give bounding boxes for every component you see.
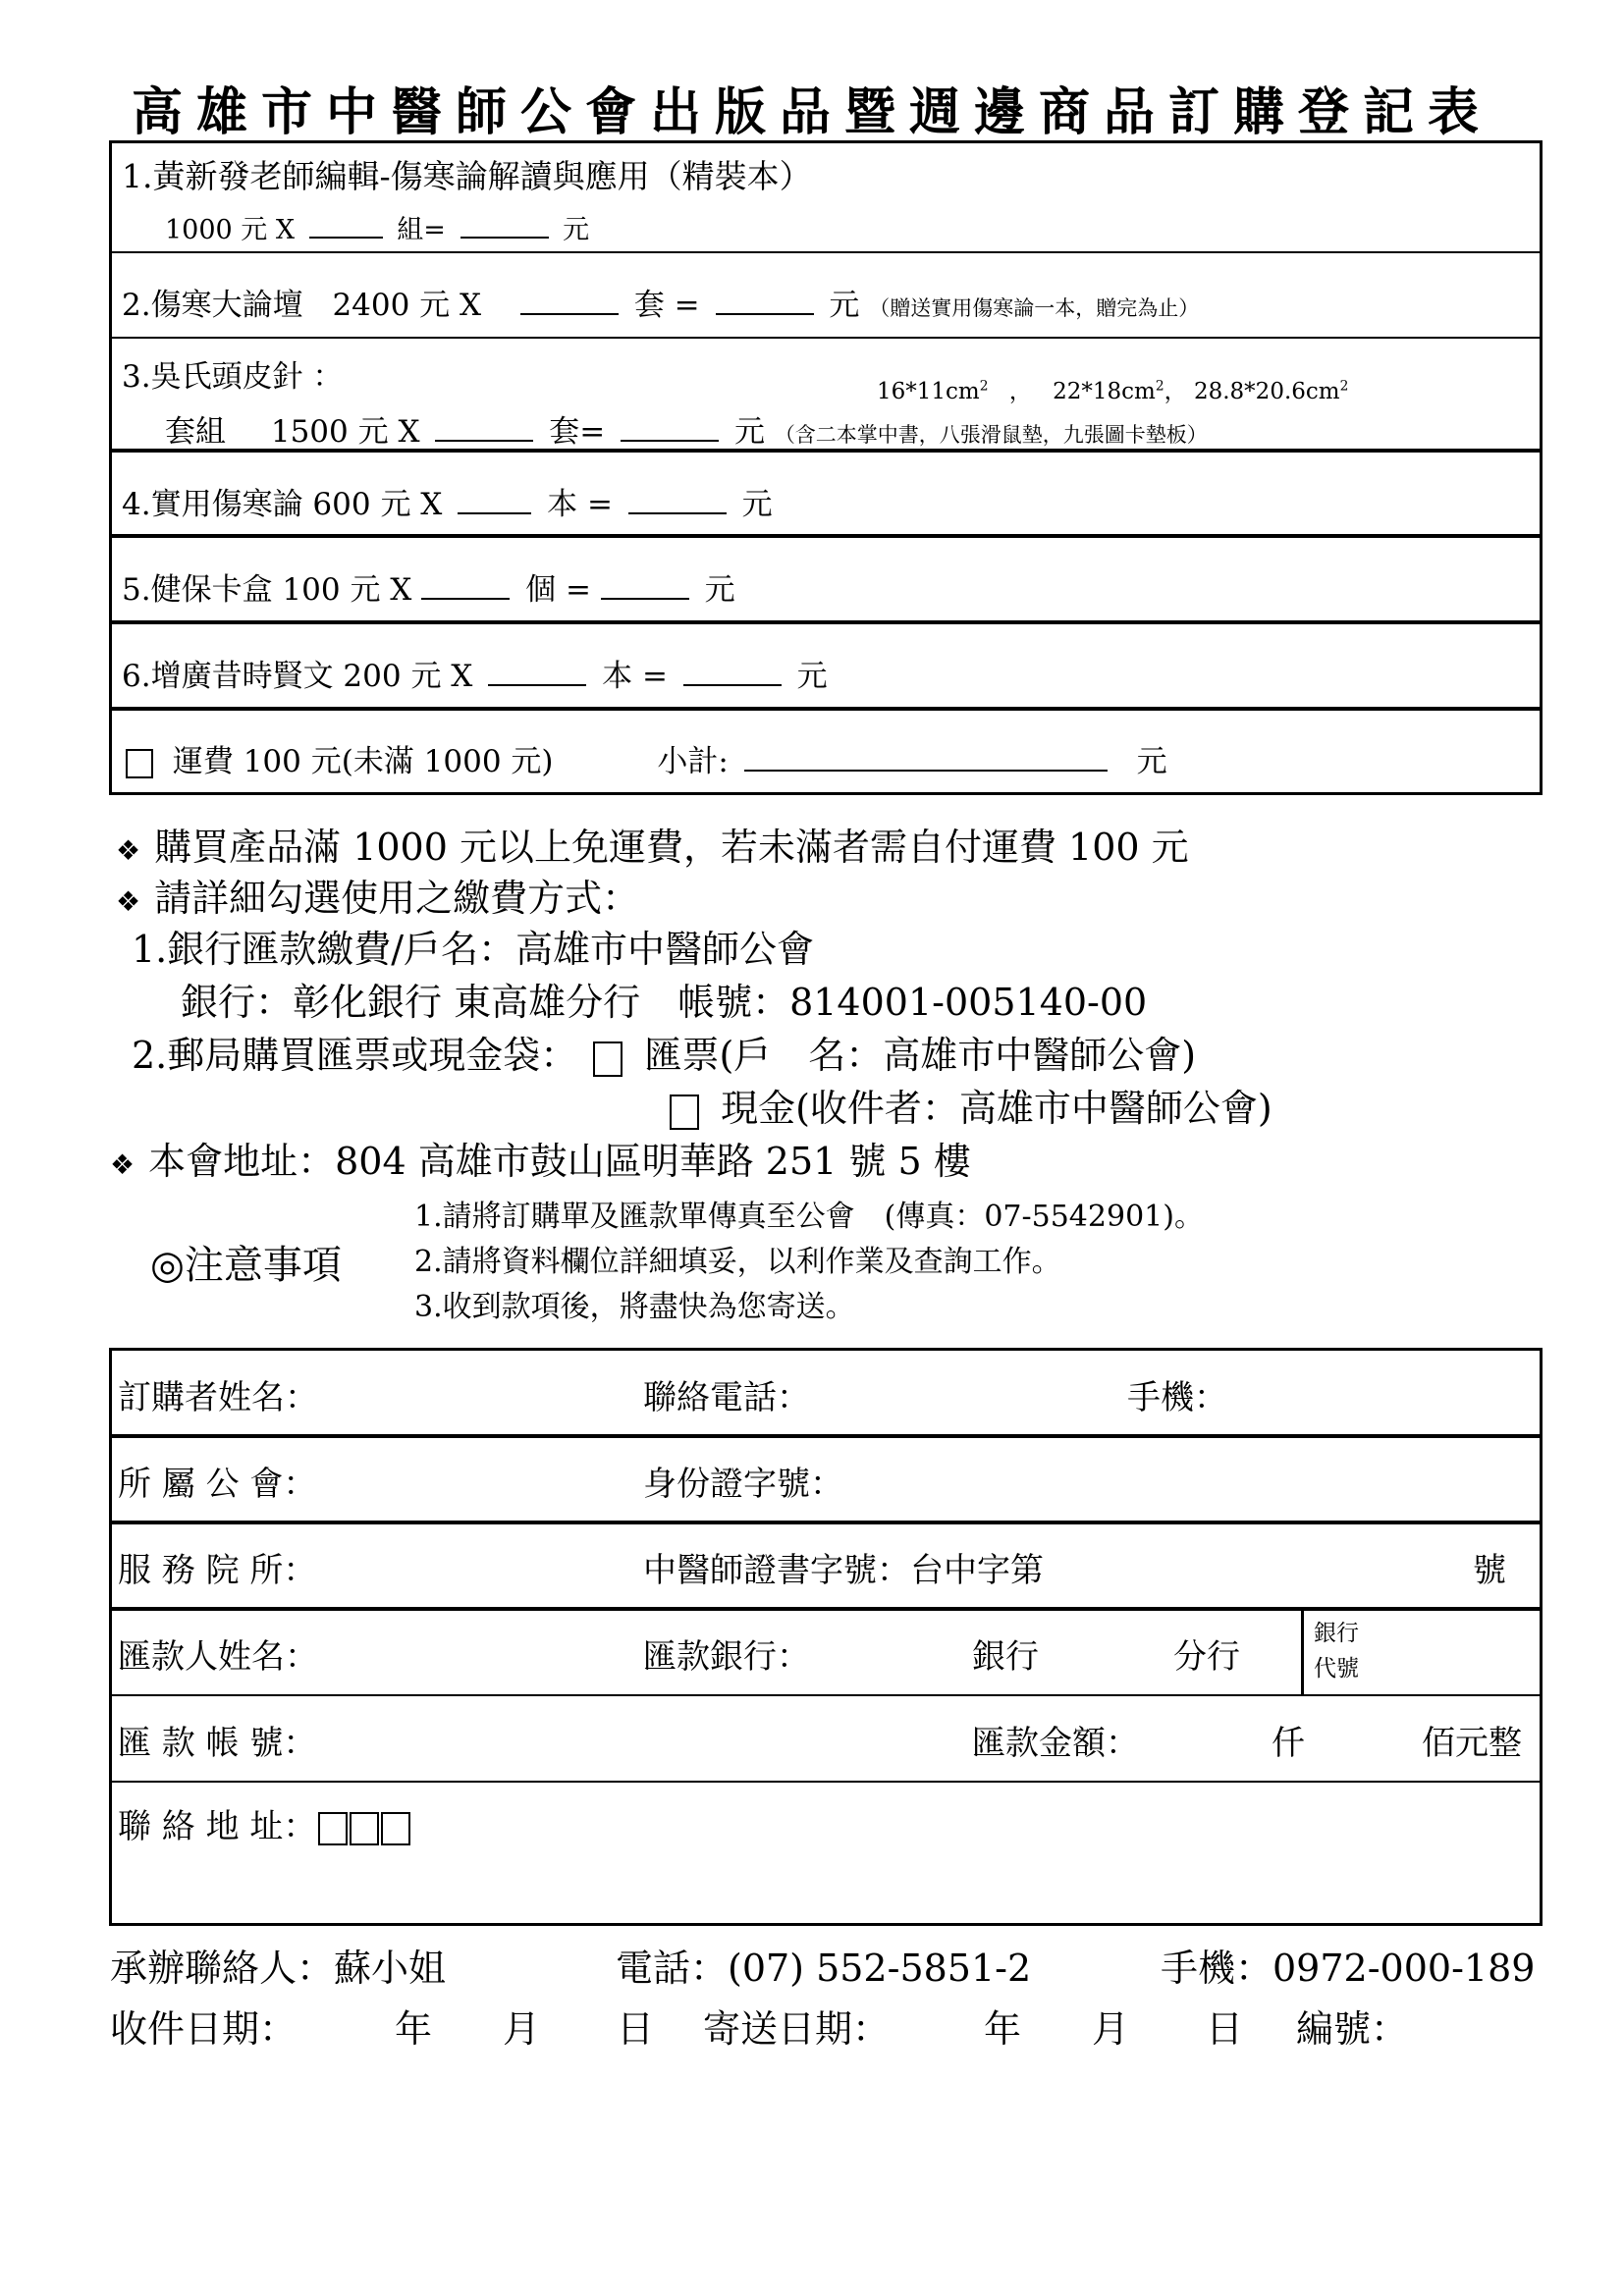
bank-label: 銀行: [972, 1637, 1039, 1677]
row-divider: [112, 251, 1540, 253]
notes-heading: ◎注意事項: [150, 1243, 342, 1288]
contact-phone: 電話：(07) 552-5851-2: [616, 1947, 1032, 1990]
item-3-line: [165, 406, 1208, 451]
row-divider: [112, 620, 1540, 624]
received-date-label: 收件日期：: [110, 2007, 298, 2051]
item-3-note: （含二本掌中書，八張滑鼠墊，九張圖卡墊板）: [774, 423, 1208, 447]
sent-date-label: 寄送日期：: [703, 2007, 891, 2051]
license-suffix: 號: [1473, 1551, 1506, 1590]
received-year: 年: [395, 2007, 433, 2051]
item-5-currency: 元: [704, 572, 735, 608]
row-divider: [112, 1607, 1540, 1611]
bank-code-field[interactable]: 銀行 代號: [1314, 1621, 1359, 1682]
remit-amount-field[interactable]: 匯款金額：: [972, 1724, 1139, 1763]
serial-number-label: 編號：: [1296, 2007, 1409, 2051]
cash-envelope-checkbox[interactable]: [670, 1095, 699, 1130]
branch-label: 分行: [1173, 1637, 1240, 1677]
item-3-name: 3.吳氏頭皮針 ：: [122, 359, 344, 395]
shipping-checkbox[interactable]: [126, 749, 153, 778]
item-2-currency: 元: [829, 288, 860, 323]
item-2-unit: 套 =: [633, 288, 700, 323]
item-1-currency: 元: [563, 215, 590, 245]
postal-code-box[interactable]: [318, 1812, 348, 1845]
sent-year: 年: [984, 2007, 1022, 2051]
item-3-currency: 元: [733, 414, 765, 450]
remitter-name-field[interactable]: 匯款人姓名：: [118, 1637, 318, 1677]
mobile-field[interactable]: 手機：: [1127, 1378, 1227, 1417]
page-title: 高雄市中醫師公會出版品暨週邊商品訂購登記表: [131, 82, 1492, 142]
row-divider: [112, 1521, 1540, 1524]
item-5-qty-field[interactable]: [421, 567, 510, 600]
id-number-field[interactable]: 身份證字號：: [643, 1465, 843, 1504]
item-1-price: 1000 元 X: [165, 215, 296, 245]
item-2-name: 2.傷寒大論壇: [122, 288, 303, 323]
diamond-bullet-icon: ❖: [110, 1148, 135, 1181]
association-field[interactable]: 所 屬 公 會：: [118, 1465, 317, 1504]
item-3-size-2: 22*18cm: [1053, 379, 1156, 404]
item-5-unit: 個 =: [525, 572, 591, 608]
item-3-size-3: 28.8*20.6cm: [1193, 379, 1340, 404]
received-day: 日: [617, 2007, 655, 2051]
item-6-currency: 元: [796, 659, 828, 694]
item-4-line: [122, 479, 773, 523]
subtotal-label: 小計:: [657, 744, 729, 779]
subtotal-field[interactable]: [744, 739, 1108, 772]
bank-detail: 銀行：彰化銀行 東高雄分行 帳號：814001-005140-00: [181, 981, 1148, 1024]
money-order-checkbox[interactable]: [593, 1041, 623, 1077]
row-divider: [112, 1434, 1540, 1438]
contact-person: 承辦聯絡人：蘇小姐: [110, 1947, 447, 1990]
item-2-line: [122, 280, 1199, 324]
item-4-currency: 元: [741, 487, 773, 522]
item-1-total-field[interactable]: [460, 210, 549, 239]
item-3-set-label: 套組: [165, 414, 226, 450]
hundred-label: 佰元整: [1422, 1724, 1522, 1763]
contact-mobile: 手機：0972-000-189: [1161, 1947, 1536, 1990]
item-4-qty-field[interactable]: [458, 482, 531, 514]
item-5-name: 5.健保卡盒 100 元 X: [122, 572, 412, 608]
cash-envelope-label: 現金(收件者：高雄市中醫師公會): [721, 1087, 1272, 1130]
received-month: 月: [503, 2007, 541, 2051]
license-number-field[interactable]: 中醫師證書字號：台中字第: [643, 1551, 1044, 1590]
diamond-bullet-icon: ❖: [116, 834, 141, 867]
row-divider: [112, 707, 1540, 711]
note-item: 2.請將資料欄位詳細填妥，以利作業及查詢工作。: [414, 1245, 1061, 1279]
item-6-name: 6.增廣昔時賢文 200 元 X: [122, 659, 473, 694]
note-item: 3.收到款項後，將盡快為您寄送。: [414, 1290, 855, 1324]
row-divider: [112, 337, 1540, 339]
sent-day: 日: [1206, 2007, 1244, 2051]
item-1-qty-field[interactable]: [309, 210, 383, 239]
item-3-unit: 套=: [549, 414, 606, 450]
item-5-total-field[interactable]: [601, 567, 689, 600]
item-5-line: [122, 564, 735, 609]
sent-month: 月: [1092, 2007, 1130, 2051]
shipping-line: [126, 736, 1167, 780]
item-2-note: （贈送實用傷寒論一本，贈完為止）: [869, 296, 1200, 320]
item-6-qty-field[interactable]: [488, 654, 586, 686]
bank-code-divider: [1301, 1607, 1304, 1696]
free-shipping-note: ❖ 購買產品滿 1000 元以上免運費，若未滿者需自付運費 100 元: [116, 826, 1189, 869]
row-divider: [112, 534, 1540, 538]
postal-code-box[interactable]: [350, 1812, 379, 1845]
diamond-bullet-icon: ❖: [116, 885, 141, 918]
money-order-label: 匯票(戶 名：高雄市中醫師公會): [644, 1034, 1197, 1077]
item-3-sizes: $16*11cm^2$ ， $22*18cm^2$， $28.8*20.6cm^2$: [877, 378, 1349, 404]
association-address: ❖ 本會地址：804 高雄市鼓山區明華路 251 號 5 樓: [110, 1140, 971, 1183]
item-6-unit: 本 =: [602, 659, 668, 694]
item-4-name: 4.實用傷寒論 600 元 X: [122, 487, 443, 522]
item-6-total-field[interactable]: [683, 654, 782, 686]
thousand-label: 仟: [1272, 1724, 1305, 1763]
cash-envelope-option: [670, 1078, 1272, 1132]
item-2-price: 2400 元 X: [332, 288, 482, 323]
phone-field[interactable]: 聯絡電話：: [643, 1378, 810, 1417]
item-3-size-1: 16*11cm: [877, 379, 980, 404]
bank-transfer-option: 1.銀行匯款繳費/戶名：高雄市中醫師公會: [132, 928, 815, 971]
item-1-line: [165, 208, 589, 246]
postal-code-box[interactable]: [381, 1812, 410, 1845]
item-4-total-field[interactable]: [628, 482, 727, 514]
orderer-name-field[interactable]: 訂購者姓名：: [118, 1378, 318, 1417]
shipping-label: 運費 100 元(未滿 1000 元): [172, 744, 554, 779]
contact-address-field[interactable]: 聯 絡 地 址：: [118, 1799, 410, 1847]
item-1-name: 1.黃新發老師編輯-傷寒論解讀與應用（精裝本）: [122, 157, 812, 195]
remit-account-field[interactable]: 匯 款 帳 號：: [118, 1724, 317, 1763]
note-item: 1.請將訂購單及匯款單傳真至公會 (傳真：07-5542901)。: [414, 1200, 1204, 1234]
clinic-field[interactable]: 服 務 院 所：: [118, 1551, 317, 1590]
remit-bank-field[interactable]: 匯款銀行：: [643, 1637, 810, 1677]
item-2-qty-field[interactable]: [520, 283, 619, 315]
item-1-unit: 組=: [397, 215, 446, 245]
subtotal-currency: 元: [1136, 744, 1167, 779]
item-6-line: [122, 651, 828, 695]
item-4-unit: 本 =: [547, 487, 613, 522]
item-2-total-field[interactable]: [716, 283, 814, 315]
payment-prompt: ❖ 請詳細勾選使用之繳費方式：: [116, 877, 640, 920]
item-3-qty-field[interactable]: [435, 409, 533, 442]
row-divider: [112, 1694, 1540, 1696]
row-divider: [112, 1781, 1540, 1783]
item-3-total-field[interactable]: [621, 409, 719, 442]
item-3-price: 1500 元 X: [270, 414, 420, 450]
post-office-option: 2.郵局購買匯票或現金袋： 匯票(戶 名：高雄市中醫師公會): [132, 1034, 1197, 1077]
